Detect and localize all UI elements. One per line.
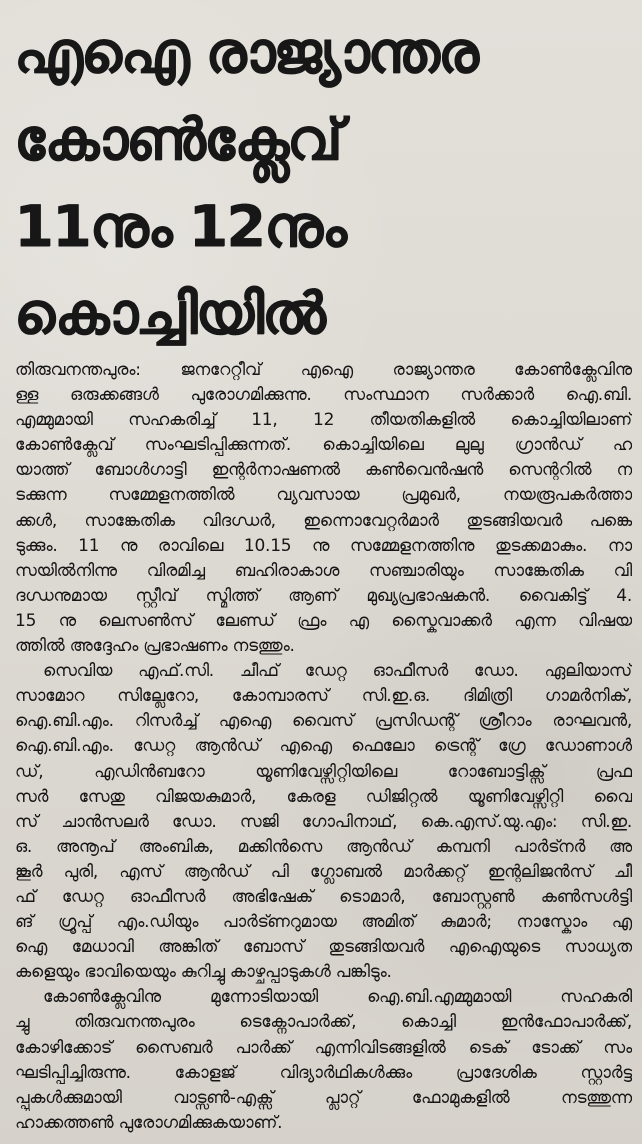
article-line: കോഴിക്കോട് സൈബർ പാർക്ക് എന്നിവിടങ്ങളിൽ ടെക് ടോക്ക് സം: [15, 1037, 632, 1058]
article-line: സർ സേതു വിജയകുമാർ, കേരള ഡിജിറ്റൽ യൂണിവേഴ്സിറ്റി വൈ: [15, 786, 632, 807]
article-line: 15 നു ലെസൺസ് ലേണ്ഡ് ഫ്രം എ സ്കൈവാക്കർ എന്ന വിഷയ: [15, 610, 632, 631]
article-line: തിരുവനന്തപുരം: ജനറേറ്റീവ് എഐ രാജ്യാന്തര കോൺക്ലേവിനു: [15, 360, 632, 380]
headline-line: എഐ രാജ്യാന്തര: [14, 20, 477, 86]
article-line: ഐ.ബി.എം. ഡേറ്റ ആൻഡ് എഐ ഫെലോ ട്രെന്റ് ഗ്രേ ഡോണാൾ: [15, 736, 632, 757]
article-line: പ്പുകൾക്കുമായി വാട്സൺ-എക്സ് പ്ലാറ്റ് ഫോമുകളിൽ നടത്തുന്ന: [15, 1087, 632, 1108]
article-line: സ് ചാൻസലർ ഡോ. സജി ഗോപിനാഥ്, കെ.എസ്.യു.എം: സി.ഇ.: [15, 811, 632, 832]
article-line: ക്കൾ, സാങ്കേതിക വിദഗ്ധർ, ഇന്നൊവേറ്റർമാർ തുടങ്ങിയവർ പങ്കെ: [15, 510, 632, 531]
article-line: ടുക്കും. 11 നു രാവിലെ 10.15 നു സമ്മേളനത്തിനു തുടക്കമാകും. നാ: [15, 535, 632, 556]
article-line: ഡ്, എഡിൻബറോ യൂണിവേഴ്സിറ്റിയിലെ റോബോട്ടിക്സ് പ്രഫ: [15, 761, 632, 782]
article-line: കളെയും ഭാവിയെയും കുറിച്ചു കാഴ്ചപ്പാടുകൾ പങ്കിടും.: [15, 962, 392, 983]
headline-line: കോൺക്ലേവ്: [14, 107, 341, 173]
article-body: [15, 358, 632, 1136]
article-line: സെവിയ എഫ്.സി. ചീഫ് ഡേറ്റ ഓഫീസർ ഡോ. ഏലിയാസ്: [43, 661, 632, 682]
article-line: യാത്ത് ബോൾഗാട്ടി ഇന്റർനാഷണൽ കൺവെൻഷൻ സെന്ററിൽ ന: [15, 460, 632, 481]
article-line: ഒ. അനൂപ് അംബിക, മക്കിൻസെ ആൻഡ് കമ്പനി പാർട്നർ അ: [15, 836, 632, 857]
article-line: കോൺക്ലേവിനു മുന്നോടിയായി ഐ.ബി.എമ്മുമായി സഹകരി: [43, 987, 632, 1008]
headline-line: 11നും 12നും: [14, 194, 345, 260]
article-line: ടക്കുന്ന സമ്മേളനത്തിൽ വ്യവസായ പ്രമുഖർ, നയരൂപകർത്താ: [15, 485, 632, 506]
article-line: ഹാക്കത്തൺ പുരോഗമിക്കുകയാണ്.: [15, 1112, 283, 1133]
article-line: സാമോറ സില്ലേറോ, കോമ്പാരസ് സി.ഇ.ഒ. ദിമിത്രി ഗാമർനിക്,: [15, 686, 632, 707]
article-line: ദഗ്ധനുമായ സ്റ്റീവ് സ്മിത്ത് ആണ് മുഖ്യപ്രഭാഷകൻ. വൈകിട്ട് 4.: [15, 585, 632, 606]
article-line: ങ്കൂർ പുരി, എസ് ആൻഡ് പി ഗ്ലോബൽ മാർക്കറ്റ് ഇന്റലിജൻസ് ചീ: [15, 861, 632, 882]
article-paragraph: [15, 358, 632, 659]
article-line: സയിൽനിന്നു വിരമിച്ച ബഹിരാകാശ സഞ്ചാരിയും സാങ്കേതിക വി: [15, 560, 632, 581]
headline-line: കൊച്ചിയിൽ: [14, 281, 324, 347]
article-line: ഫ് ഡേറ്റ ഓഫീസർ അഭിഷേക് ടൊമാർ, ബോസ്റ്റൺ കൺസൾട്ടി: [15, 886, 632, 907]
article-line: ഐ മേധാവി അങ്കിത് ബോസ് തുടങ്ങിയവർ എഐയുടെ സാധ്യത: [15, 937, 632, 958]
article-line: ള്ള ഒരുക്കങ്ങൾ പുരോഗമിക്കുന്നു. സംസ്ഥാന സർക്കാർ ഐ.ബി.: [15, 385, 632, 406]
article-line: എമ്മുമായി സഹകരിച്ച് 11, 12 തീയതികളിൽ കൊച്ചിയിലാണ്: [15, 410, 632, 431]
article-line: കോൺക്ലേവ് സംഘടിപ്പിക്കുന്നത്. കൊച്ചിയിലെ ലുലു ഗ്രാൻഡ് ഹ: [15, 435, 632, 456]
article-line: ഐ.ബി.എം. റിസർച്ച് എഐ വൈസ് പ്രസിഡന്റ് ശ്രീറാം രാഘവൻ,: [15, 711, 632, 732]
article-line: ത്തിൽ അദ്ദേഹം പ്രഭാഷണം നടത്തും.: [15, 636, 295, 657]
article-line: ങ് ഗ്രൂപ്പ് എം.ഡിയും പാർട്ണറുമായ അമിത് കുമാർ; നാസ്കോം എ: [15, 912, 632, 933]
article-line: ച്ചു തിരുവനന്തപുരം ടെക്നോപാർക്ക്, കൊച്ചി ഇൻഫോപാർക്ക്,: [15, 1012, 632, 1033]
article-paragraph: [15, 659, 632, 985]
headline: [14, 10, 632, 358]
article-line: ഘടിപ്പിച്ചിരുന്നു. കോളജ് വിദ്യാർഥികൾക്കും പ്രാദേശിക സ്റ്റാർട്ട: [15, 1062, 632, 1083]
article-paragraph: [15, 985, 632, 1136]
